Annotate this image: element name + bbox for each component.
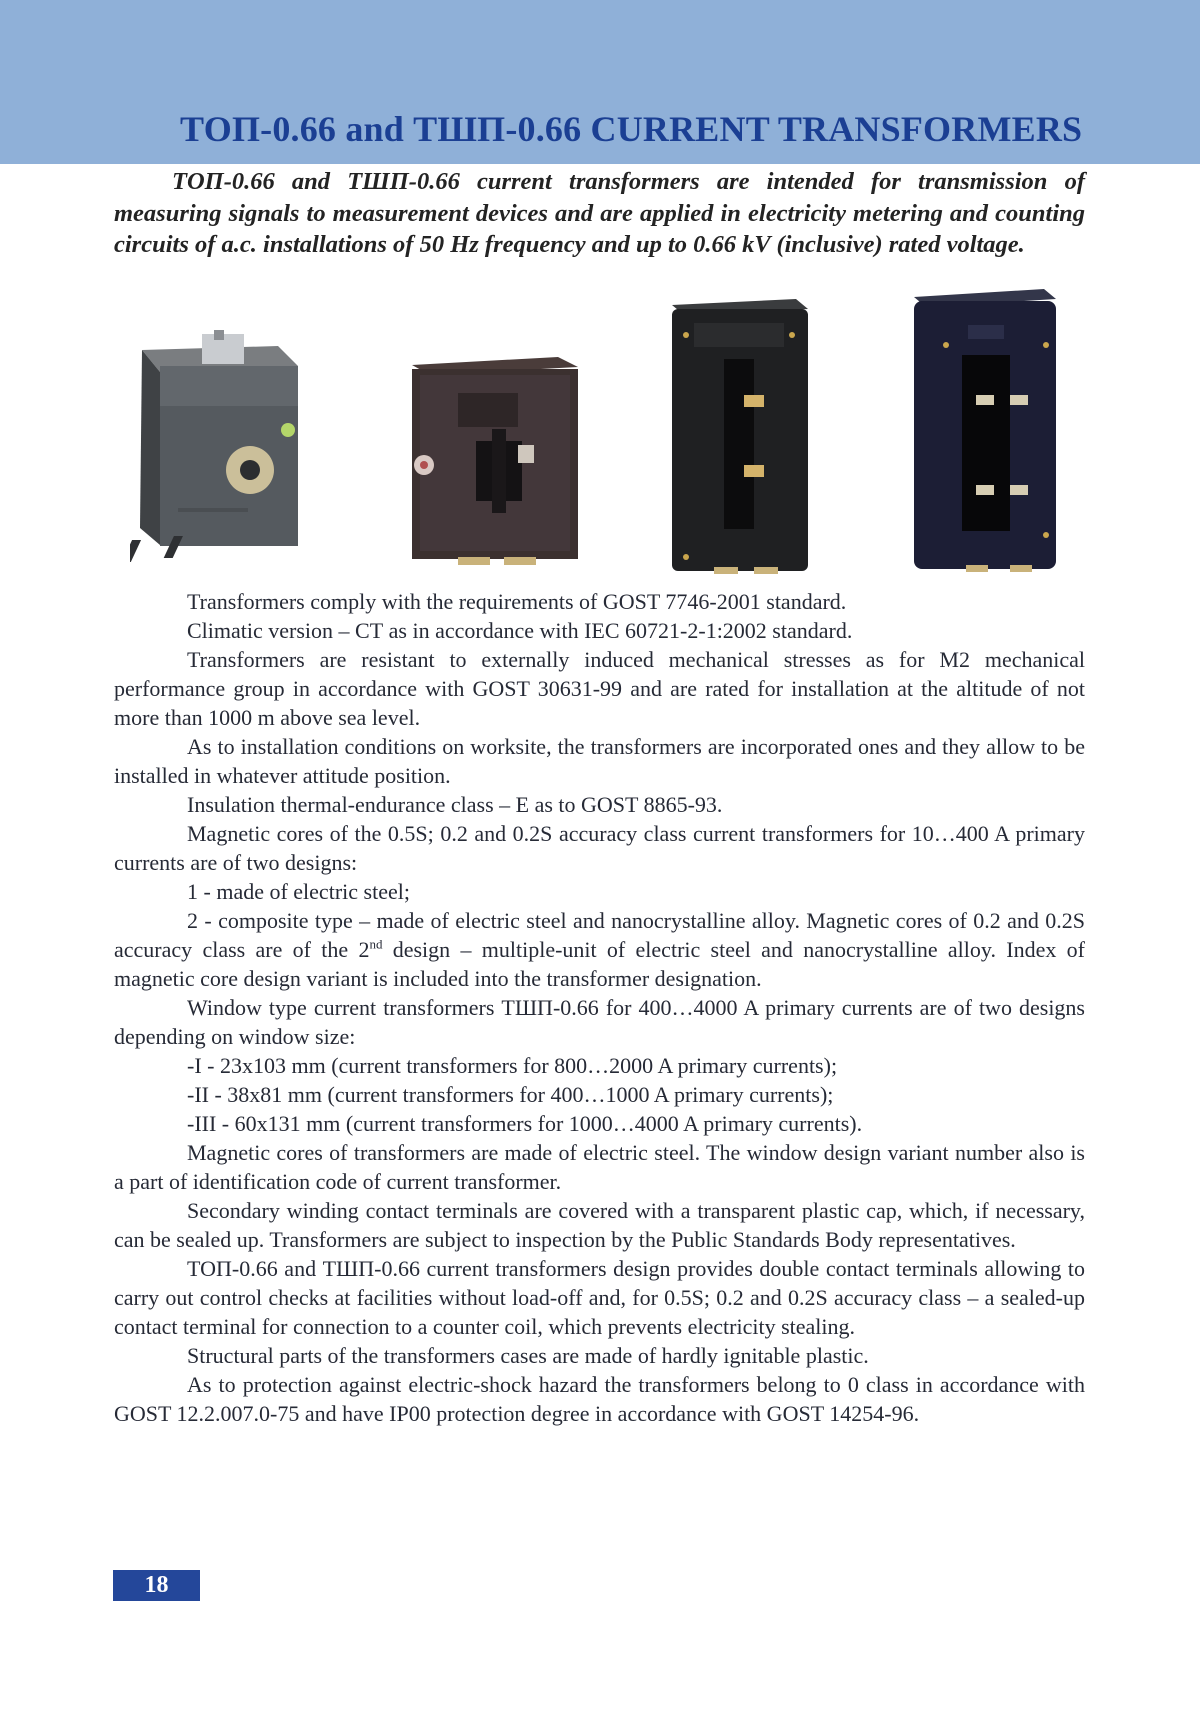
paragraph-insulation-class: Insulation thermal-endurance class – E as to GOST 8865-93.: [187, 792, 723, 817]
transformer-top-brown-photo: [408, 345, 583, 575]
paragraph-structural-parts: Structural parts of the transformers cases are made of hardly ignitable plastic.: [187, 1343, 869, 1368]
paragraph-window-ii: -II - 38x81 mm (current transformers for 400…1000 A primary currents);: [187, 1082, 834, 1107]
paragraph-climatic-version: Climatic version – СТ as in accordance with IEC 60721-2-1:2002 standard.: [187, 618, 853, 643]
paragraph-installation-conditions: As to installation conditions on worksite, the transformers are incorporated ones and they allow to be installed in whatever attitude position.: [114, 734, 1085, 788]
page-title: ТОП-0.66 and ТШП-0.66 CURRENT TRANSFORMERS: [180, 109, 1083, 149]
paragraph-mechanical-stresses: Transformers are resistant to externally induced mechanical stresses as for M2 mechanical performance group in accordance with GOST 30631-99 and are rated for installation at the altitude of not more than 1000 m above sea level.: [114, 647, 1085, 730]
paragraph-double-contact: ТОП-0.66 and ТШП-0.66 current transformers design provides double contact terminals allowing to carry out control checks at facilities without load-off and, for 0.5S; 0.2 and 0.2S accuracy class – a sealed-up contact terminal for connection to a counter coil, which prevents electricity stealing.: [114, 1256, 1085, 1339]
paragraph-window-i: -I - 23x103 mm (current transformers for 800…2000 A primary currents);: [187, 1053, 838, 1078]
paragraph-gost-compliance: Transformers comply with the requirements of GOST 7746-2001 standard.: [187, 589, 847, 614]
paragraph-window-variant: Magnetic cores of transformers are made of electric steel. The window design variant number also is a part of identification code of current transformer.: [114, 1140, 1085, 1194]
transformer-tshp-black-photo: [668, 295, 813, 590]
paragraph-window-iii: -III - 60x131 mm (current transformers for 1000…4000 A primary currents).: [187, 1111, 863, 1136]
paragraph-secondary-winding: Secondary winding contact terminals are covered with a transparent plastic cap, which, if necessary, can be sealed up. Transformers are subject to inspection by the Public Standards Body representatives.: [114, 1198, 1085, 1252]
paragraph-magnetic-cores: Magnetic cores of the 0.5S; 0.2 and 0.2S accuracy class current transformers for 10…400 A primary currents are of two designs:: [114, 821, 1085, 875]
transformer-top-small-photo: [130, 330, 310, 565]
paragraph-electric-shock: As to protection against electric-shock hazard the transformers belong to 0 class in accordance with GOST 12.2.007.0-75 and have IP00 protection degree in accordance with GOST 14254-96.: [114, 1372, 1085, 1426]
paragraph-window-type: Window type current transformers ТШП-0.66 for 400…4000 A primary currents are of two designs depending on window size:: [114, 995, 1085, 1049]
transformer-tshp-large-photo: [906, 285, 1061, 585]
paragraph-design-1: 1 - made of electric steel;: [187, 879, 410, 904]
body-text: [114, 587, 1085, 1428]
product-photos: [0, 285, 1200, 595]
paragraph-design-2: 2 - composite type – made of electric steel and nanocrystalline alloy. Magnetic cores of 0.2 and 0.2S accuracy class are of the 2nd design – multiple-unit of electric steel and nanocrystalline alloy. Index of magnetic core design variant is included into the transformer designation.: [114, 908, 1085, 991]
page-number: 18: [113, 1570, 200, 1601]
intro-paragraph: ТОП-0.66 and ТШП-0.66 current transformers are intended for transmission of measuring signals to measurement devices and are applied in electricity metering and counting circuits of a.c. installations of 50 Hz frequency and up to 0.66 kV (inclusive) rated voltage.: [114, 168, 1085, 258]
